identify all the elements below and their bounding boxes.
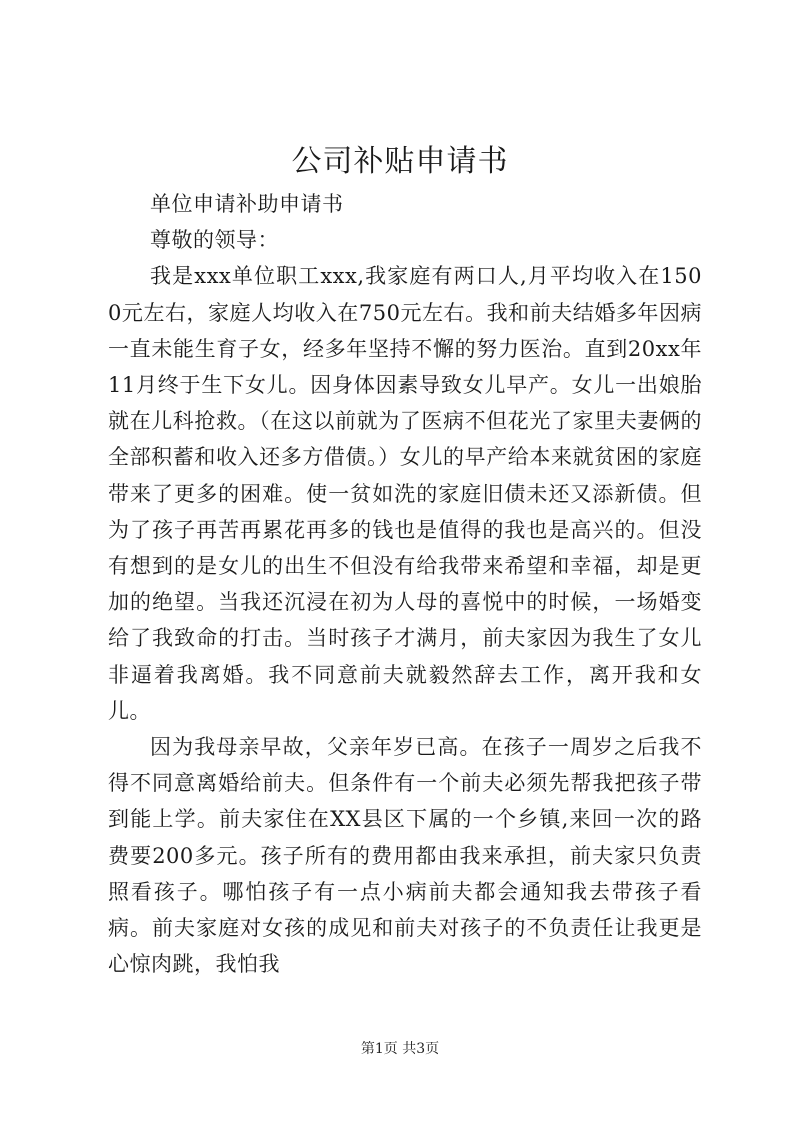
page-footer: 第1页 共3页 (360, 1041, 440, 1057)
document-body (108, 186, 702, 982)
document-title: 公司补贴申请书 (291, 144, 509, 179)
paragraph-subtitle: 单位申请补助申请书 (150, 192, 344, 216)
paragraph-salutation: 尊敬的领导： (150, 228, 279, 253)
paragraph-body-2: 因为我母亲早故，父亲年岁已高。在孩子一周岁之后我不得不同意离婚给前夫。但条件有一个前夫必须先帮我把孩子带到能上学。前夫家住在XX县区下属的一个乡镇,来回一次的路费要200多元。孩子所有的费用都由我来承担，前夫家只负责照看孩子。哪怕孩子有一点小病前夫都会通知我去带孩子看病。前夫家庭对女孩的成见和前夫对孩子的不负责任让我更是心惊肉跳，我怕我 (108, 735, 702, 977)
paragraph-body-1: 我是xxx单位职工xxx,我家庭有两口人,月平均收入在1500元左右，家庭人均收入在750元左右。我和前夫结婚多年因病一直未能生育子女，经多年坚持不懈的努力医治。直到20xx年11月终于生下女儿。因身体因素导致女儿早产。女儿一出娘胎就在儿科抢救。（在这以前就为了医病不但花光了家里夫妻俩的全部积蓄和收入还多方借债。）女儿的早产给本来就贫困的家庭带来了更多的困难。使一贫如洗的家庭旧债未还又添新债。但为了孩子再苦再累花再多的钱也是值得的我也是高兴的。但没有想到的是女儿的出生不但没有给我带来希望和幸福，却是更加的绝望。当我还沉浸在初为人母的喜悦中的时候，一场婚变给了我致命的打击。当时孩子才满月，前夫家因为我生了女儿非逼着我离婚。我不同意前夫就毅然辞去工作，离开我和女儿。 (108, 264, 702, 723)
